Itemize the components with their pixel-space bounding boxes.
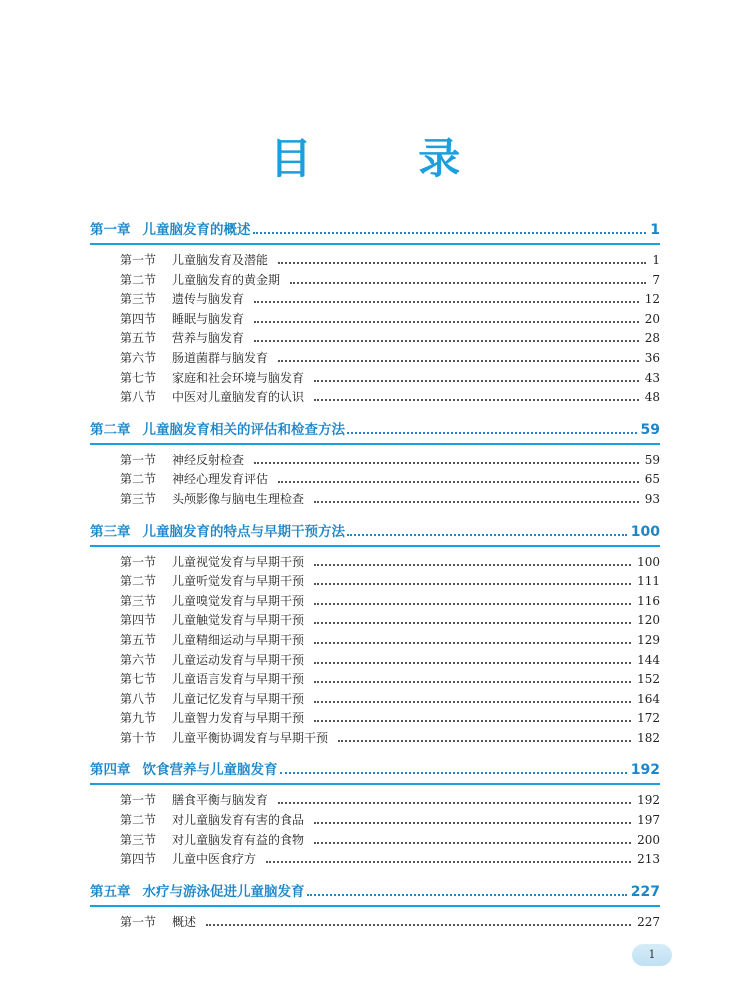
chapter-divider [90, 243, 660, 245]
section-title: 中医对儿童脑发育的认识 [172, 390, 305, 405]
section-entry[interactable] [120, 831, 660, 851]
section-title: 儿童记忆发育与早期干预 [172, 691, 305, 706]
section-number: 第五节 [120, 331, 157, 346]
section-title: 概述 [172, 914, 197, 929]
chapter-block [90, 418, 660, 510]
leader-dots [314, 642, 631, 644]
chapter-number: 第四章 [90, 762, 131, 779]
section-title: 肠道菌群与脑发育 [172, 350, 269, 365]
leader-dots [347, 534, 627, 536]
leader-dots [314, 380, 639, 382]
leader-dots [280, 772, 627, 774]
section-number: 第九节 [120, 711, 157, 726]
section-entry[interactable] [120, 913, 660, 933]
section-entry[interactable] [120, 490, 660, 510]
chapter-title: 饮食营养与儿童脑发育 [142, 762, 278, 779]
chapter-page: 100 [630, 523, 660, 540]
table-of-contents [90, 218, 660, 942]
section-page: 1 [652, 253, 660, 267]
section-number: 第十节 [120, 730, 157, 745]
leader-dots [314, 583, 631, 585]
section-entry[interactable] [120, 349, 660, 369]
section-number: 第八节 [120, 390, 157, 405]
section-entry[interactable] [120, 651, 660, 671]
leader-dots [314, 501, 639, 503]
section-page: 20 [644, 311, 660, 326]
section-title: 神经反射检查 [172, 452, 245, 467]
leader-dots [314, 720, 631, 722]
chapter-entry[interactable] [90, 520, 660, 544]
chapter-entry[interactable] [90, 218, 660, 242]
chapter-title: 儿童脑发育相关的评估和检查方法 [142, 421, 345, 438]
section-page: 111 [637, 574, 660, 589]
section-title: 睡眠与脑发育 [172, 311, 245, 326]
leader-dots [314, 842, 631, 844]
section-title: 儿童脑发育及潜能 [172, 253, 269, 267]
section-entry[interactable] [120, 791, 660, 811]
section-number: 第八节 [120, 691, 157, 706]
page-title: 目 录 [269, 134, 507, 183]
section-number: 第七节 [120, 370, 157, 385]
section-title: 膳食平衡与脑发育 [172, 793, 269, 808]
leader-dots [254, 340, 639, 342]
section-page: 12 [644, 292, 660, 307]
section-number: 第二节 [120, 472, 157, 487]
section-title: 儿童语言发育与早期干预 [172, 672, 305, 687]
section-entry[interactable] [120, 553, 660, 573]
chapter-page: 59 [640, 421, 660, 438]
section-title: 儿童脑发育的黄金期 [172, 272, 281, 287]
leader-dots [254, 301, 639, 303]
section-title: 儿童嗅觉发育与早期干预 [172, 593, 305, 608]
section-entry[interactable] [120, 670, 660, 690]
chapter-divider [90, 443, 660, 445]
section-number: 第一节 [120, 793, 157, 808]
chapter-entry[interactable] [90, 758, 660, 782]
section-number: 第二节 [120, 272, 157, 287]
section-title: 儿童运动发育与早期干预 [172, 652, 305, 667]
section-number: 第一节 [120, 452, 157, 467]
section-title: 遗传与脑发育 [172, 292, 245, 307]
section-title: 儿童视觉发育与早期干预 [172, 554, 305, 569]
leader-dots [254, 462, 639, 464]
section-page: 7 [652, 272, 660, 287]
page-number: 1 [632, 944, 672, 966]
section-number: 第一节 [120, 253, 157, 267]
section-title: 头颅影像与脑电生理检查 [172, 491, 305, 506]
section-number: 第一节 [120, 554, 157, 569]
leader-dots [314, 622, 631, 624]
leader-dots [314, 564, 631, 566]
section-entry[interactable] [120, 251, 660, 271]
section-page: 36 [644, 350, 660, 365]
section-title: 儿童听觉发育与早期干预 [172, 574, 305, 589]
section-number: 第二节 [120, 813, 157, 828]
section-number: 第三节 [120, 491, 157, 506]
section-number: 第四节 [120, 852, 157, 867]
section-page: 48 [644, 390, 660, 405]
section-number: 第七节 [120, 672, 157, 687]
chapter-page: 192 [630, 762, 660, 779]
section-page: 227 [637, 914, 660, 929]
leader-dots [314, 822, 631, 824]
section-number: 第二节 [120, 574, 157, 589]
section-entry[interactable] [120, 470, 660, 490]
section-entry[interactable] [120, 729, 660, 749]
chapter-block [90, 218, 660, 408]
leader-dots [338, 740, 631, 742]
section-entry[interactable] [120, 690, 660, 710]
chapter-page: 227 [630, 883, 660, 900]
section-page: 192 [637, 793, 660, 808]
chapter-title: 儿童脑发育的特点与早期干预方法 [142, 523, 345, 540]
section-page: 213 [637, 852, 660, 867]
leader-dots [206, 924, 631, 926]
chapter-number: 第一章 [90, 222, 131, 238]
chapter-divider [90, 905, 660, 907]
section-number: 第五节 [120, 632, 157, 647]
leader-dots [314, 603, 631, 605]
section-number: 第六节 [120, 652, 157, 667]
chapter-page: 1 [650, 222, 660, 238]
chapter-entry[interactable] [90, 880, 660, 904]
section-entry[interactable] [120, 329, 660, 349]
section-page: 200 [637, 832, 660, 847]
section-page: 182 [637, 730, 660, 745]
section-entry[interactable] [120, 271, 660, 291]
section-title: 儿童智力发育与早期干预 [172, 711, 305, 726]
section-entry[interactable] [120, 451, 660, 471]
leader-dots [314, 681, 631, 683]
leader-dots [347, 432, 637, 434]
section-title: 神经心理发育评估 [172, 472, 269, 487]
chapter-block [90, 880, 660, 933]
section-entry[interactable] [120, 290, 660, 310]
section-title: 家庭和社会环境与脑发育 [172, 370, 305, 385]
chapter-divider [90, 783, 660, 785]
section-page: 116 [637, 593, 660, 608]
section-entry[interactable] [120, 850, 660, 870]
section-entry[interactable] [120, 310, 660, 330]
section-entry[interactable] [120, 388, 660, 408]
leader-dots [278, 262, 646, 264]
section-number: 第四节 [120, 311, 157, 326]
chapter-number: 第三章 [90, 523, 131, 540]
section-page: 144 [637, 652, 660, 667]
section-entry[interactable] [120, 611, 660, 631]
chapter-block [90, 520, 660, 749]
section-title: 儿童平衡协调发育与早期干预 [172, 730, 329, 745]
section-title: 儿童触觉发育与早期干预 [172, 613, 305, 628]
leader-dots [290, 282, 646, 284]
leader-dots [266, 861, 631, 863]
leader-dots [314, 662, 631, 664]
leader-dots [253, 232, 647, 234]
section-number: 第三节 [120, 593, 157, 608]
chapter-number: 第二章 [90, 421, 131, 438]
leader-dots [278, 802, 631, 804]
section-entry[interactable] [120, 709, 660, 729]
section-entry[interactable] [120, 811, 660, 831]
section-page: 43 [644, 370, 660, 385]
section-entry[interactable] [120, 572, 660, 592]
section-title: 对儿童脑发育有益的食物 [172, 832, 305, 847]
section-page: 172 [637, 711, 660, 726]
leader-dots [307, 894, 627, 896]
section-number: 第一节 [120, 914, 157, 929]
section-number: 第六节 [120, 350, 157, 365]
section-page: 65 [644, 472, 660, 487]
section-number: 第四节 [120, 613, 157, 628]
chapter-title: 水疗与游泳促进儿童脑发育 [142, 883, 305, 900]
section-page: 120 [637, 613, 660, 628]
leader-dots [254, 321, 639, 323]
chapter-block [90, 758, 660, 869]
section-entry[interactable] [120, 592, 660, 612]
section-title: 对儿童脑发育有害的食品 [172, 813, 305, 828]
chapter-entry[interactable] [90, 418, 660, 442]
section-entry[interactable] [120, 369, 660, 389]
section-page: 164 [637, 691, 660, 706]
leader-dots [314, 701, 631, 703]
leader-dots [278, 360, 639, 362]
chapter-divider [90, 545, 660, 547]
chapter-title: 儿童脑发育的概述 [142, 222, 251, 238]
leader-dots [278, 481, 639, 483]
section-entry[interactable] [120, 631, 660, 651]
section-title: 儿童精细运动与早期干预 [172, 632, 305, 647]
section-page: 93 [644, 491, 660, 506]
section-page: 59 [644, 452, 660, 467]
section-title: 营养与脑发育 [172, 331, 245, 346]
section-title: 儿童中医食疗方 [172, 852, 257, 867]
section-page: 100 [637, 554, 660, 569]
leader-dots [314, 399, 639, 401]
chapter-number: 第五章 [90, 883, 131, 900]
section-number: 第三节 [120, 292, 157, 307]
section-number: 第三节 [120, 832, 157, 847]
section-page: 129 [637, 632, 660, 647]
section-page: 197 [637, 813, 660, 828]
section-page: 152 [637, 672, 660, 687]
section-page: 28 [644, 331, 660, 346]
